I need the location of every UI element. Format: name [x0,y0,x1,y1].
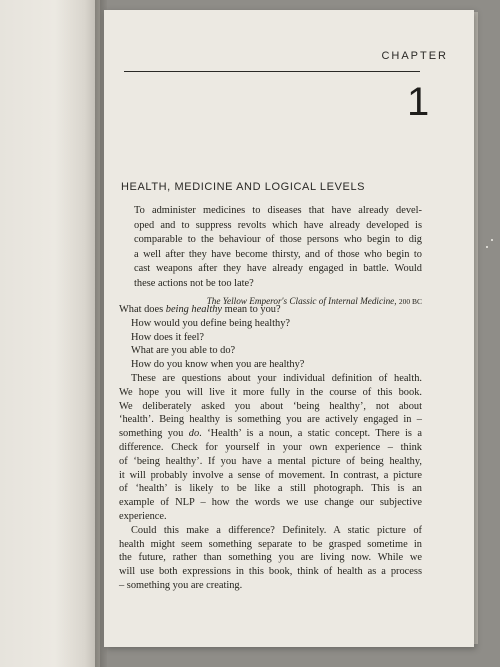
paragraph-line: experience. [119,510,167,522]
chapter-title: HEALTH, MEDICINE AND LOGICAL LEVELS [121,181,366,193]
paragraph-line: difference. Check for yourself in your own experience – think [119,441,422,453]
question-item: What are you able to do? [131,345,236,357]
paragraph-line: We deliberately asked you about ‘being healthy’, not about [119,400,422,412]
epigraph [134,204,422,309]
paragraph-line: it will probably involve a sense of movement. In contrast, a picture [119,469,422,481]
paragraph-line: These are questions about your individual definition of health. [131,372,422,384]
paragraph-line: something you do. ‘Health’ is a noun, a static concept. There is a [119,428,423,440]
paragraph-line: of ‘health’ is likely to be like a still photograph. This is an [119,483,422,495]
chapter-rule [124,71,420,72]
question-item: How would you define being healthy? [131,317,290,329]
paragraph-line: Could this make a difference? Definitely. A static picture of [131,524,422,536]
attribution-work: The Yellow Emperor's Classic of Internal Medicine, [206,295,397,306]
epigraph-line: To administer medicines to diseases that have already devel- [134,205,422,216]
paragraph-line: health might seem something separate to be grasped sometime in [119,538,422,550]
epigraph-line: oped and to suppress revolts which have already developed is [134,219,422,231]
attribution-date: 200 BC [398,296,422,306]
dust-speck [486,246,488,248]
dust-speck [491,239,493,241]
epigraph-line: comparable to the behaviour of those persons who begin to dig [134,234,422,246]
paragraph-line: We hope you will live it more fully in the course of this book. [119,386,422,398]
paragraph-line: the future, rather than something you are living now. While we [119,552,422,564]
paragraph-line: will use both expressions in this book, think of health as a process [119,566,422,578]
page-edges [474,12,478,644]
epigraph-line: cast weapons after they have already engaged in battle. Would [134,263,422,275]
paragraph-line: example of NLP – how the words we use change our subjective [119,497,422,509]
question-intro: What does being healthy mean to you? [119,304,281,315]
paragraph-line: of ‘being healthy’. If you have a mental picture of being healthy, [119,455,422,467]
epigraph-line: a well after they have become thirsty, and of those who begin to [134,248,422,260]
chapter-number: 1 [407,80,430,124]
epigraph-line: these actions not be too late? [134,277,254,289]
paragraph-line: ‘health’. Being healthy is something you are actively engaged in – [119,414,422,426]
left-page [0,0,100,667]
question-item: How do you know when you are healthy? [131,359,305,371]
paragraph-line: – something you are creating. [119,579,243,591]
question-item: How does it feel? [131,331,204,343]
body-text [119,303,422,593]
chapter-label: CHAPTER [381,50,448,62]
